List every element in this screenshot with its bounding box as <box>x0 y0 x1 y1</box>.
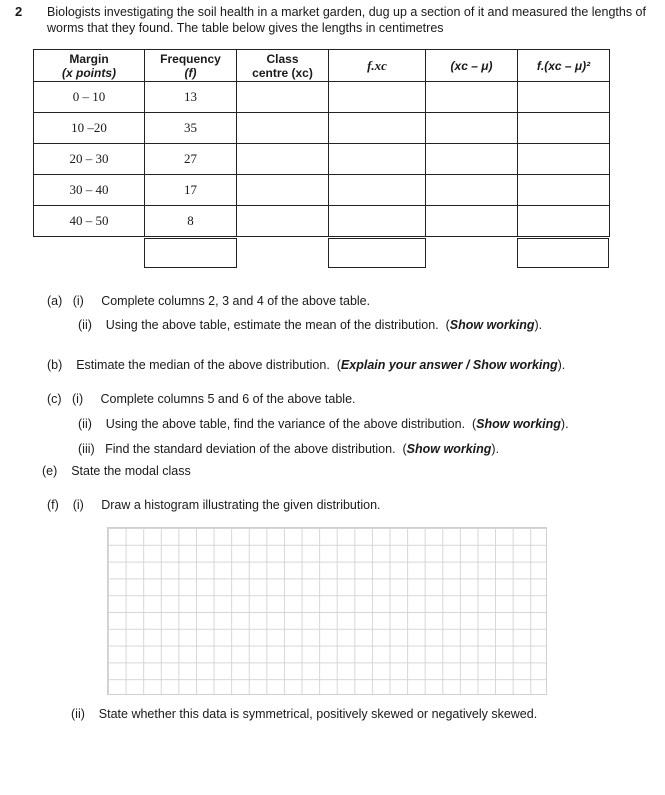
frequency-table <box>33 49 610 237</box>
part-f-ii-label: (ii) <box>71 707 85 721</box>
header-class-label: Class <box>266 51 299 66</box>
part-f-ii <box>71 706 537 722</box>
question-intro: Biologists investigating the soil health in a market garden, dug up a section of it and measured the lengths of worms that they found. The table below gives the lengths in centimetres <box>47 5 646 35</box>
part-f-i-label: (i) <box>72 498 84 512</box>
cell-deviation[interactable] <box>426 206 518 237</box>
cell-f-deviation-squared[interactable] <box>518 82 610 113</box>
total-fx-box[interactable] <box>328 238 426 268</box>
part-c-iii-emphasis: Show working <box>406 442 492 456</box>
header-deviation-label: (xc – μ) <box>450 58 493 73</box>
cell-margin: 30 – 40 <box>34 175 145 206</box>
part-b: (b) Estimate the median of the above distribution. (Explain your answer / Show working). <box>47 358 566 372</box>
part-a-i <box>47 293 370 309</box>
part-c-i-text: Complete columns 5 and 6 of the above table. <box>100 392 356 406</box>
part-c-ii-text: Using the above table, find the variance of the above distribution. <box>105 417 466 431</box>
part-c-label: (c) <box>47 392 62 406</box>
cell-f-deviation-squared[interactable] <box>518 206 610 237</box>
table-row <box>34 206 610 237</box>
part-a-ii-label: (ii) <box>78 318 92 332</box>
part-c-iii-text: Find the standard deviation of the above distribution. <box>105 442 396 456</box>
cell-class-centre[interactable] <box>237 206 329 237</box>
part-a-ii-emphasis: Show working <box>449 318 535 332</box>
part-c-ii-emphasis: Show working <box>476 417 561 431</box>
part-f-i-text: Draw a histogram illustrating the given distribution. <box>101 498 381 512</box>
header-frequency-label: Frequency <box>160 51 221 66</box>
table-row <box>34 144 610 175</box>
cell-frequency: 35 <box>145 113 237 144</box>
part-e-text: State the modal class <box>71 464 191 478</box>
cell-fx[interactable] <box>329 113 426 144</box>
cell-fx[interactable] <box>329 82 426 113</box>
cell-class-centre[interactable] <box>237 175 329 206</box>
header-fx-label: f.xc <box>367 57 387 73</box>
header-frequency-sub: (f) <box>184 65 197 80</box>
part-a-ii-text: Using the above table, estimate the mean of the distribution. <box>105 318 439 332</box>
cell-f-deviation-squared[interactable] <box>518 144 610 175</box>
cell-class-centre[interactable] <box>237 144 329 175</box>
header-margin <box>34 50 145 82</box>
part-e <box>42 463 191 479</box>
cell-class-centre[interactable] <box>237 113 329 144</box>
cell-deviation[interactable] <box>426 175 518 206</box>
table-row <box>34 113 610 144</box>
cell-frequency: 27 <box>145 144 237 175</box>
cell-frequency: 13 <box>145 82 237 113</box>
part-b-text: Estimate the median of the above distribution. <box>76 358 330 372</box>
part-f-ii-text: State whether this data is symmetrical, positively skewed or negatively skewed. <box>98 707 538 721</box>
part-c-iii-label: (iii) <box>78 442 95 456</box>
header-class-sub: centre (xc) <box>252 65 313 80</box>
part-c-i <box>47 391 356 407</box>
header-fx <box>329 50 426 82</box>
part-f-i <box>47 497 381 513</box>
cell-f-deviation-squared[interactable] <box>518 175 610 206</box>
histogram-grid[interactable] <box>107 527 547 695</box>
table-header-row <box>34 50 610 82</box>
part-e-label: (e) <box>42 464 58 478</box>
cell-frequency: 17 <box>145 175 237 206</box>
header-class-centre <box>237 50 329 82</box>
header-margin-sub: (x points) <box>62 65 116 80</box>
total-f-deviation-squared-box[interactable] <box>517 238 609 268</box>
cell-deviation[interactable] <box>426 113 518 144</box>
cell-f-deviation-squared[interactable] <box>518 113 610 144</box>
part-a-i-text: Complete columns 2, 3 and 4 of the above table. <box>101 294 371 308</box>
cell-fx[interactable] <box>329 175 426 206</box>
table-row <box>34 82 610 113</box>
part-f-label: (f) <box>47 498 59 512</box>
cell-margin: 10 –20 <box>34 113 145 144</box>
total-frequency-box[interactable] <box>144 238 237 268</box>
header-deviation <box>426 50 518 82</box>
part-c-ii-label: (ii) <box>78 417 92 431</box>
part-c-ii: (ii) Using the above table, find the variance of the above distribution. (Show working). <box>78 417 569 431</box>
header-frequency <box>145 50 237 82</box>
header-f-deviation-squared-label: f.(xc – μ)² <box>536 58 591 73</box>
cell-frequency: 8 <box>145 206 237 237</box>
part-b-label: (b) <box>47 358 63 372</box>
cell-fx[interactable] <box>329 144 426 175</box>
part-a-label: (a) <box>47 294 63 308</box>
cell-fx[interactable] <box>329 206 426 237</box>
cell-margin: 0 – 10 <box>34 82 145 113</box>
cell-deviation[interactable] <box>426 82 518 113</box>
part-c-i-label: (i) <box>72 392 84 406</box>
part-a-i-label: (i) <box>72 294 84 308</box>
cell-class-centre[interactable] <box>237 82 329 113</box>
part-a-ii: (ii) Using the above table, estimate the mean of the distribution. (Show working). <box>78 318 543 332</box>
table-row <box>34 175 610 206</box>
header-f-deviation-squared <box>518 50 610 82</box>
cell-deviation[interactable] <box>426 144 518 175</box>
cell-margin: 40 – 50 <box>34 206 145 237</box>
question-number: 2 <box>15 4 23 19</box>
part-b-emphasis: Explain your answer / Show working <box>340 358 558 372</box>
cell-margin: 20 – 30 <box>34 144 145 175</box>
header-margin-label: Margin <box>69 51 109 66</box>
part-c-iii: (iii) Find the standard deviation of the above distribution. (Show working). <box>78 442 500 456</box>
